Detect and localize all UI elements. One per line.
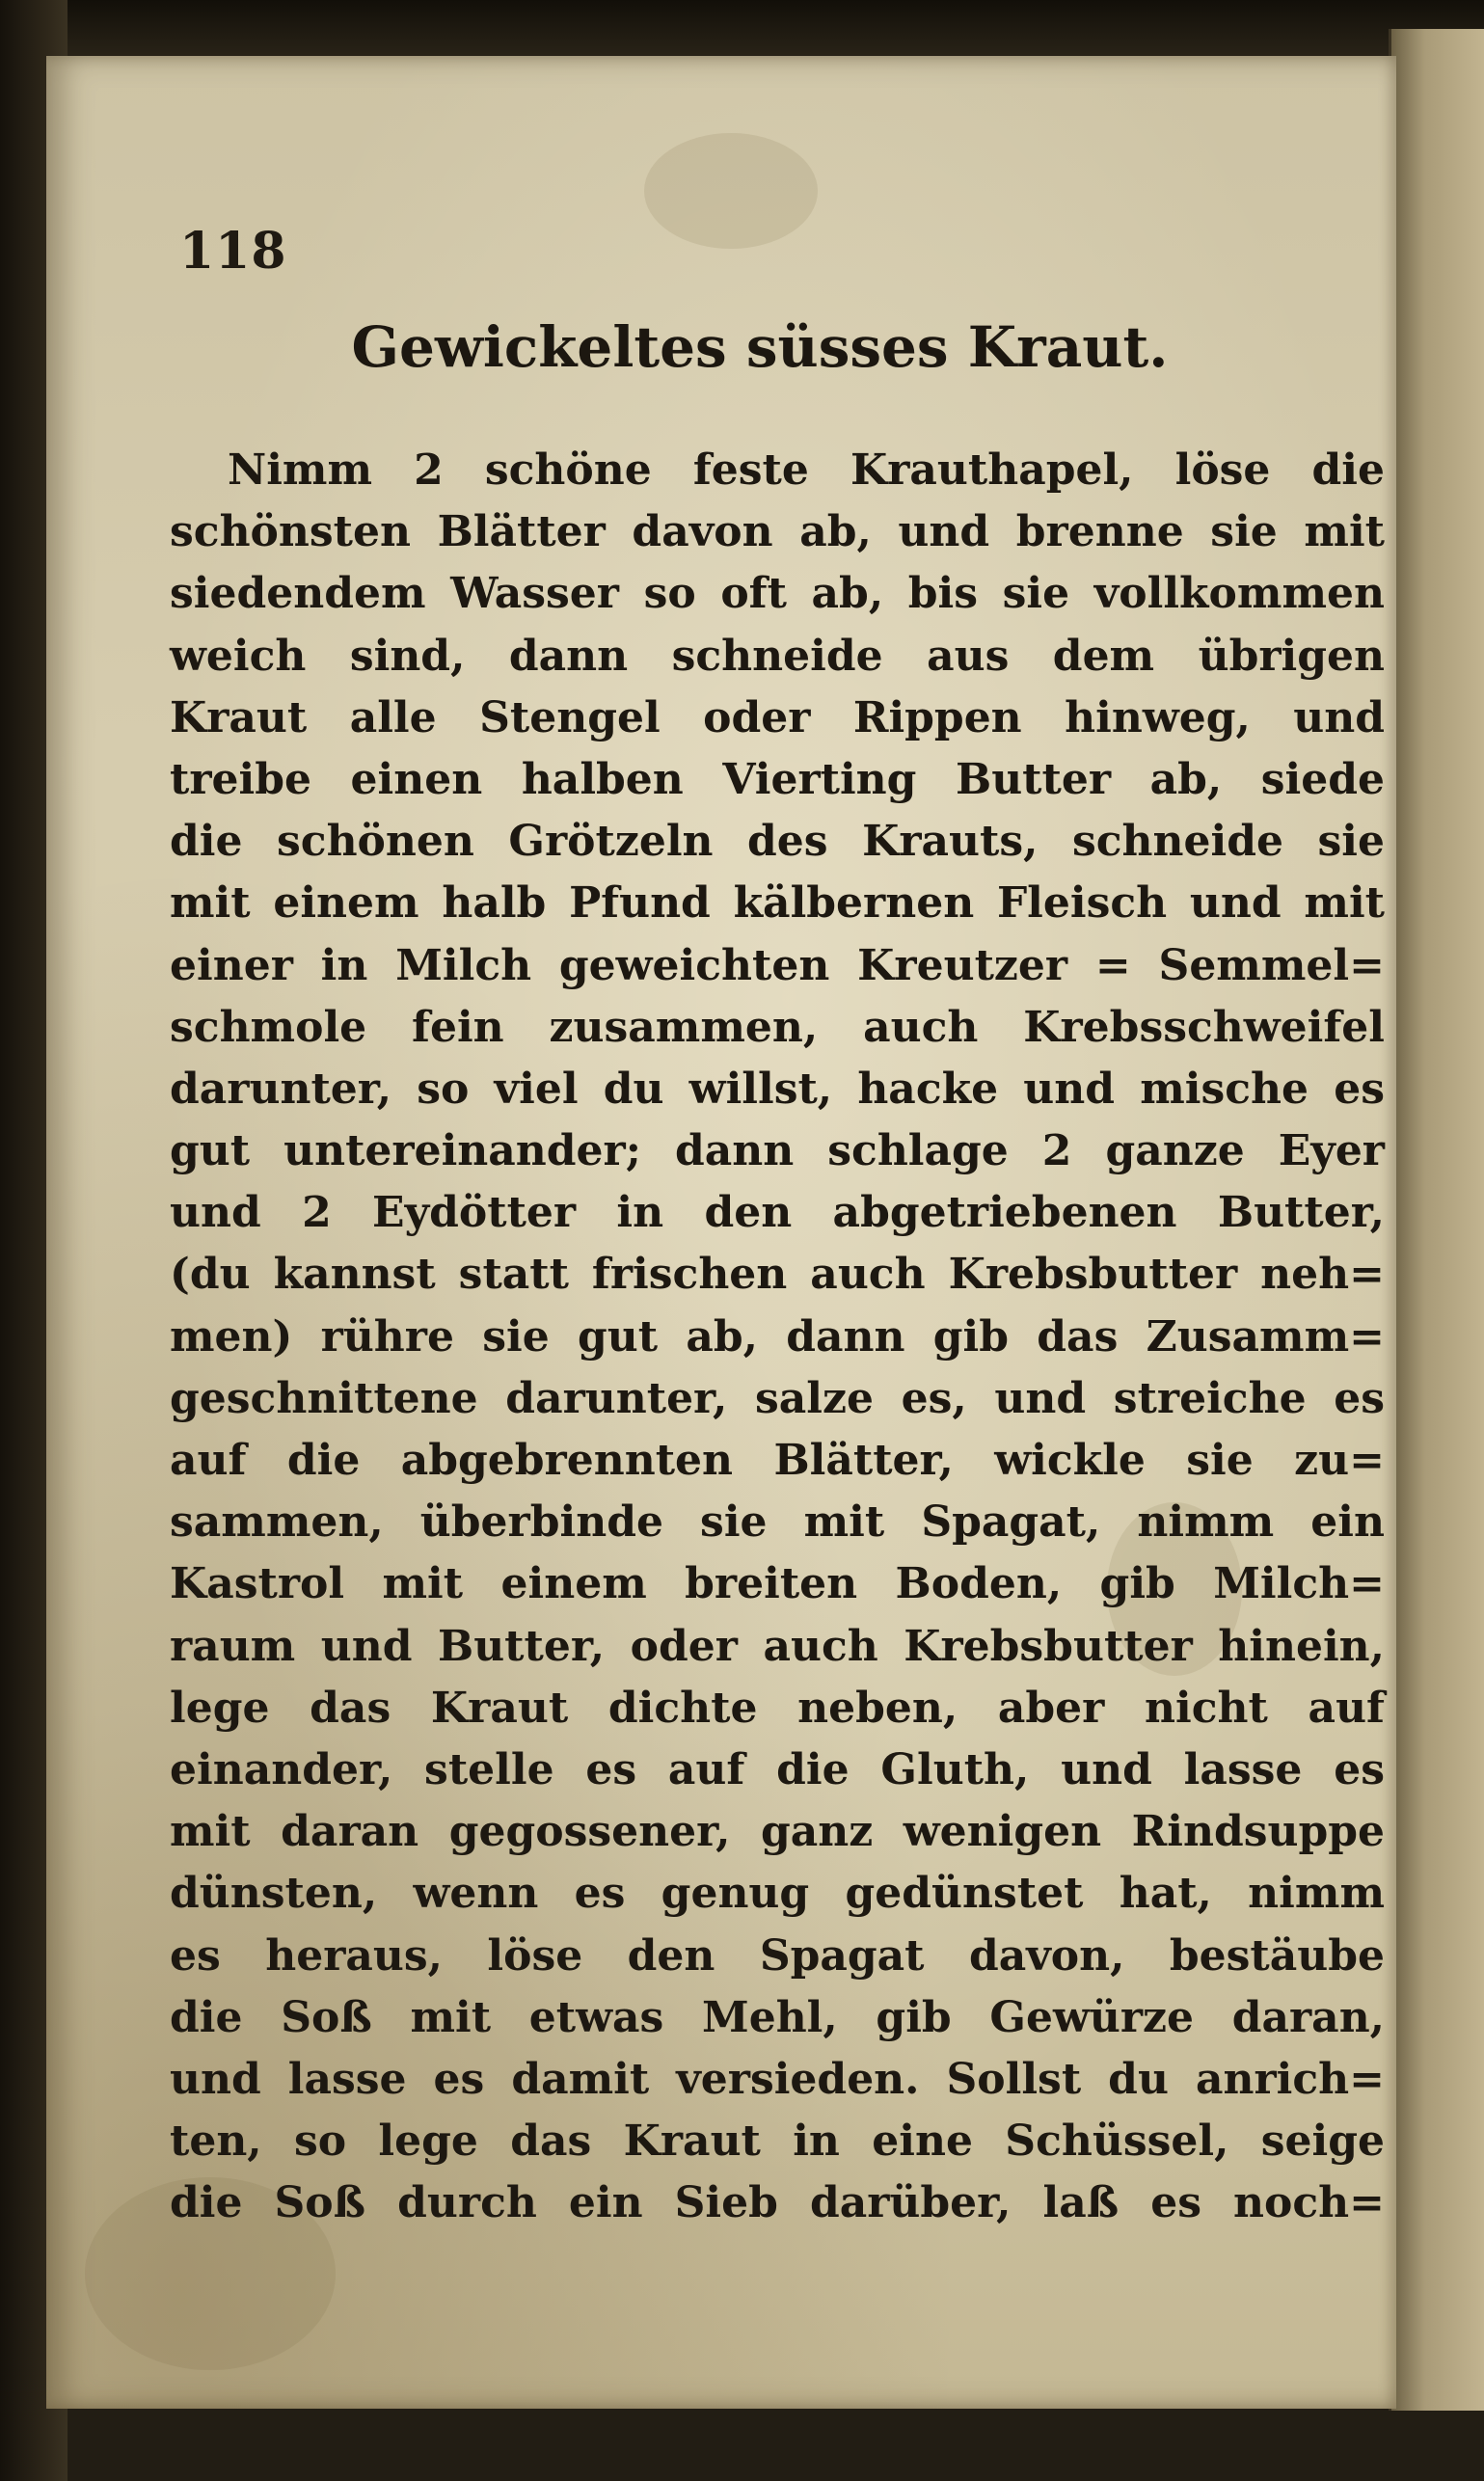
text-line: Kraut alle Stengel oder Rippen hinweg, und — [170, 692, 1385, 742]
text-line: die Soß mit etwas Mehl, gib Gewürze daran, — [170, 1992, 1385, 2042]
paper-stain — [644, 133, 818, 249]
recipe-body — [170, 440, 1385, 2234]
top-shadow — [0, 0, 1484, 60]
text-line: es heraus, löse den Spagat davon, bestäube — [170, 1930, 1385, 1981]
text-line: die Soß durch ein Sieb darüber, laß es noch= — [170, 2178, 1385, 2228]
text-line: Nimm 2 schöne feste Krauthapel, löse die — [228, 445, 1385, 495]
text-line: dünsten, wenn es genug gedünstet hat, nimm — [170, 1869, 1385, 1919]
book-page — [46, 56, 1396, 2409]
text-line: die schönen Grötzeln des Krauts, schneide sie — [170, 817, 1385, 867]
recipe-title: Gewickeltes süsses Kraut. — [351, 314, 1169, 380]
text-line: siedendem Wasser so oft ab, bis sie vollkommen — [170, 569, 1385, 619]
text-line: (du kannst statt frischen auch Krebsbutter neh= — [170, 1250, 1385, 1300]
page-number: 118 — [179, 222, 287, 281]
text-line: einander, stelle es auf die Gluth, und lasse es — [170, 1744, 1385, 1794]
text-line: Kastrol mit einem breiten Boden, gib Milch= — [170, 1559, 1385, 1609]
text-line: schönsten Blätter davon ab, und brenne sie mit — [170, 507, 1385, 557]
text-line: lege das Kraut dichte neben, aber nicht auf — [170, 1683, 1385, 1733]
text-line: einer in Milch geweichten Kreutzer = Semmel= — [170, 940, 1385, 990]
text-line: geschnittene darunter, salze es, und streiche es — [170, 1373, 1385, 1423]
text-line: men) rühre sie gut ab, dann gib das Zusamm= — [170, 1311, 1385, 1362]
text-line: treibe einen halben Vierting Butter ab, siede — [170, 754, 1385, 804]
text-line: und 2 Eydötter in den abgetriebenen Butter, — [170, 1188, 1385, 1238]
text-line: schmole fein zusammen, auch Krebsschweifel — [170, 1002, 1385, 1052]
text-line: mit einem halb Pfund kälbernen Fleisch und mit — [170, 878, 1385, 929]
text-line: sammen, überbinde sie mit Spagat, nimm ein — [170, 1497, 1385, 1548]
text-line: auf die abgebrennten Blätter, wickle sie zu= — [170, 1436, 1385, 1485]
text-line: raum und Butter, oder auch Krebsbutter hinein, — [170, 1621, 1385, 1671]
facing-page-edge — [1389, 29, 1484, 2411]
text-line: gut untereinander; dann schlage 2 ganze Eyer — [170, 1126, 1385, 1176]
text-line: mit daran gegossener, ganz wenigen Rindsuppe — [170, 1807, 1385, 1857]
text-line: und lasse es damit versieden. Sollst du anrich= — [170, 2054, 1385, 2104]
text-line: weich sind, dann schneide aus dem übrigen — [170, 631, 1385, 681]
text-line: ten, so lege das Kraut in eine Schüssel, seige — [170, 2117, 1385, 2167]
text-line: darunter, so viel du willst, hacke und mische es — [170, 1064, 1385, 1114]
